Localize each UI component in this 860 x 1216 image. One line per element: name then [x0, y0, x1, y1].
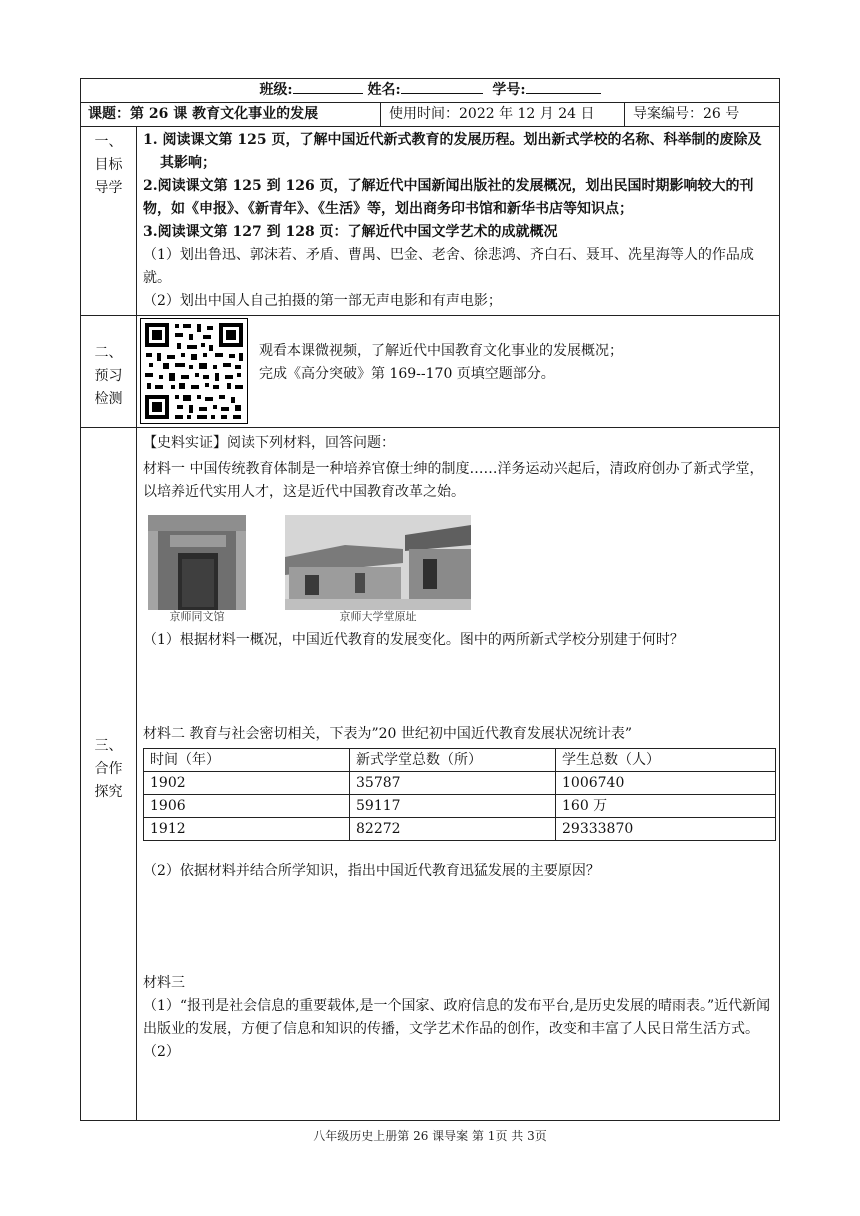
section-goals-label: 一、 目标 导学	[81, 127, 137, 316]
class-label: 班级:	[259, 82, 293, 98]
section-explore-content	[137, 428, 780, 1121]
worksheet-table	[80, 78, 780, 1121]
preview-line-1: 观看本课微视频，了解近代中国教育文化事业的发展概况；	[259, 343, 623, 359]
tongwenguan-photo	[148, 515, 246, 610]
table-cell: 29333870	[556, 818, 776, 841]
education-stats-table	[143, 748, 776, 841]
table-row	[144, 772, 776, 795]
preview-line-2: 完成《高分突破》第 169--170 页填空题部分。	[259, 366, 555, 382]
qr-code-image[interactable]	[140, 318, 248, 424]
table-cell: 160 万	[556, 795, 776, 818]
answer-space-2[interactable]	[143, 883, 773, 972]
goal-subitem-1: （1）划出鲁迅、郭沫若、矛盾、曹禺、巴金、老舍、徐悲鸿、齐白石、聂耳、冼星海等人的作品成就。	[143, 247, 754, 286]
photo-row	[148, 515, 773, 624]
qr-code-icon	[141, 319, 247, 423]
table-cell: 82272	[350, 818, 556, 841]
section-preview-content	[137, 316, 780, 428]
table-cell: 1906	[144, 795, 350, 818]
question-2: （2）依据材料并结合所学知识，指出中国近代教育迅猛发展的主要原因？	[143, 863, 600, 879]
question-1: （1）根据材料一概况，中国近代教育的发展变化。图中的两所新式学校分别建于何时？	[143, 632, 684, 648]
material-2: 材料二 教育与社会密切相关，下表为”20 世纪初中国近代教育发展状况统计表”	[143, 726, 633, 742]
table-header-row	[144, 749, 776, 772]
goal-item-3: 3.阅读课文第 127 到 128 页：了解近代中国文学艺术的成就概况	[143, 224, 558, 240]
tongwenguan-caption: 京师同文馆	[169, 610, 225, 623]
section-goals	[81, 127, 780, 316]
id-blank[interactable]	[526, 79, 601, 94]
goal-item-1: 1. 阅读课文第 125 页，了解中国近代新式教育的发展历程。划出新式学校的名称、科举制的废除及其影响；	[143, 132, 762, 171]
daxuetang-photo	[285, 515, 471, 610]
table-header-cell: 时间（年）	[144, 749, 350, 772]
gate-image-icon	[148, 515, 246, 610]
goal-item-2: 2.阅读课文第 125 到 126 页，了解近代中国新闻出版社的发展概况，划出民国时期影响较大的刊物，如《申报》、《新青年》、《生活》等，划出商务印书馆和新华书店等知识点；	[143, 178, 754, 217]
table-cell: 59117	[350, 795, 556, 818]
table-row	[144, 818, 776, 841]
table-row	[144, 795, 776, 818]
material-1: 材料一 中国传统教育体制是一种培养官僚士绅的制度……洋务运动兴起后，清政府创办了新式学堂，以培养近代实用人才，这是近代中国教育改革之始。	[143, 461, 764, 500]
table-cell: 1902	[144, 772, 350, 795]
use-time: 使用时间：2022 年 12 月 24 日	[381, 103, 625, 127]
table-header-cell: 新式学堂总数（所）	[350, 749, 556, 772]
section-explore	[81, 428, 780, 1121]
section-preview-label: 二、 预习 检测	[81, 316, 137, 428]
section-preview	[81, 316, 780, 428]
section-explore-label: 三、 合作 探究	[81, 428, 137, 1121]
material-3-title: 材料三	[143, 975, 185, 991]
worksheet-page	[80, 78, 779, 1121]
section-goals-content	[137, 127, 780, 316]
lesson-info-row	[81, 103, 780, 127]
answer-space-1[interactable]	[143, 652, 773, 723]
material-3-text: （1）“报刊是社会信息的重要载体,是一个国家、政府信息的发布平台,是历史发展的晴雨表。”近代新闻出版业的发展，方便了信息和知识的传播，文学艺术作品的创作，改变和丰富了人民日常生活方式。	[143, 998, 771, 1037]
lesson-topic: 课题：第 26 课 教育文化事业的发展	[81, 103, 381, 127]
goal-subitem-2: （2）划出中国人自己拍摄的第一部无声电影和有声电影；	[143, 293, 502, 309]
daxuetang-caption: 京师大学堂原址	[339, 610, 417, 623]
table-cell: 1006740	[556, 772, 776, 795]
student-info-row	[81, 79, 780, 103]
page-footer: 八年级历史上册第 26 课导案 第 1页 共 3页	[313, 1129, 547, 1143]
table-cell: 1912	[144, 818, 350, 841]
name-label: 姓名:	[367, 82, 401, 98]
material-3-next: （2）	[143, 1044, 180, 1060]
guide-number: 导案编号：26 号	[625, 103, 780, 127]
class-blank[interactable]	[293, 79, 363, 94]
table-header-cell: 学生总数（人）	[556, 749, 776, 772]
table-cell: 35787	[350, 772, 556, 795]
explore-intro: 【史料实证】阅读下列材料，回答问题：	[143, 435, 395, 451]
name-blank[interactable]	[401, 79, 483, 94]
building-image-icon	[285, 515, 471, 610]
id-label: 学号:	[492, 82, 526, 98]
